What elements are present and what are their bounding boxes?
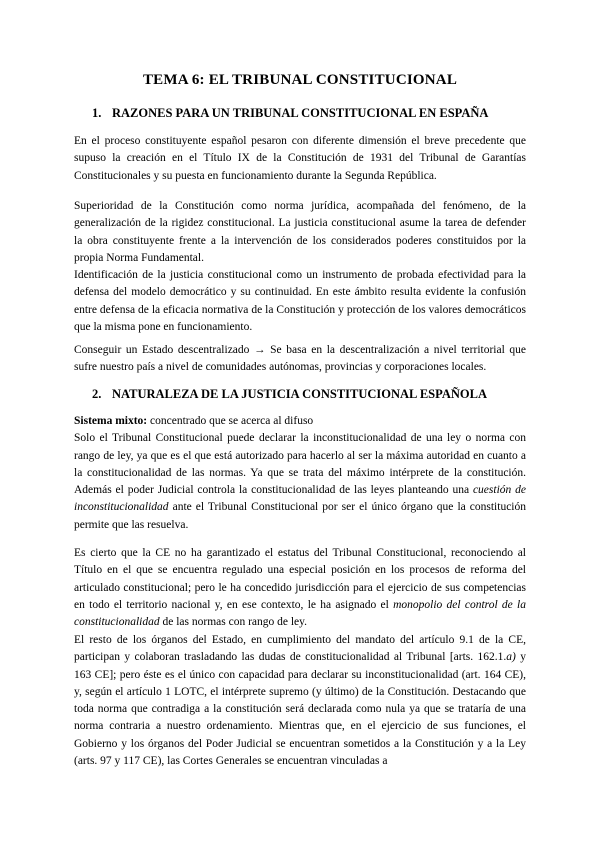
system-text: concentrado que se acerca al difuso <box>147 415 314 427</box>
section-2-paragraph-3 <box>74 632 526 770</box>
p3-text-b: y 163 CE]; pero éste es el único con capacidad para declarar su inconstitucionalidad (art. 164 CE), y, según el artículo 1 LOTC, el intérprete supremo (y último) de la Constitución. Destacando que toda norma que contradiga a la constitución será declarada como nula ya que se trataría de una norma contraria a nuestro ordenamiento. Mientras que, en el ejercicio de sus funciones, el Gobierno y los órganos del Poder Judicial se encuentran sometidos a la Constitución y a la Ley (arts. 97 y 117 CE), las Cortes Generales se encuentran vinculadas a <box>74 651 526 768</box>
page-title: TEMA 6: EL TRIBUNAL CONSTITUCIONAL <box>142 72 458 88</box>
p3-text-a: El resto de los órganos del Estado, en cumplimiento del mandato del artículo 9.1 de la CE, participan y colaboran trasladando las dudas de constitucionalidad al Tribunal [arts. 162.1. <box>74 634 526 664</box>
p1-text-a: Solo el Tribunal Constitucional puede declarar la inconstitucionalidad de una ley o norma con rango de ley, ya que es el que está autorizado para hacerlo al ser la máxima autoridad en cuanto a la constitucionalidad de las normas. Ya que se trata del máximo intérprete de la constitución. Además el poder Judicial controla la constitucionalidad de las leyes planteando una <box>74 432 526 497</box>
section-1-title: RAZONES PARA UN TRIBUNAL CONSTITUCIONAL EN ESPAÑA <box>112 106 489 120</box>
system-label: Sistema mixto: <box>74 415 148 427</box>
section-2-number: 2. <box>92 387 102 401</box>
p1-emphasis: cuestión de inconstitucionalidad <box>74 484 526 514</box>
section-1-paragraph-4: Conseguir un Estado descentralizado → Se basa en la descentralización a nivel territorial que sufre nuestro país a nivel de comunidades autónomas, provincias y corporaciones locales. <box>74 344 526 374</box>
section-1-paragraph-3: Identificación de la justicia constitucional como un instrumento de probada efectividad para la defensa del modelo democrático y su continuidad. En este ámbito resulta evidente la confusión entre defensa de la eficacia normativa de la Constitución y protección de los valores democráticos que la misma pone en funcionamiento. <box>74 269 526 333</box>
section-2-heading <box>92 386 487 403</box>
p2-text-b: de las normas con rango de ley. <box>159 616 308 629</box>
section-1-paragraph-2: Superioridad de la Constitución como norma jurídica, acompañada del fenómeno, de la generalización de la rigidez constitucional. La justicia constitucional asume la tarea de defender la obra constituyente frente a la intervención de los considerados poderes constituidos por la propia Norma Fundamental. <box>74 200 526 264</box>
section-1-paragraph-1: En el proceso constituyente español pesaron con diferente dimensión el breve precedente que supuso la creación en el Título IX de la Constitución de 1931 del Tribunal de Garantías Constitucionales y su puesta en funcionamiento durante la Segunda República. <box>74 135 526 182</box>
section-1-number: 1. <box>92 106 102 120</box>
p2-emphasis: monopolio del control de la constitucionalidad <box>74 598 526 629</box>
p3-emphasis: a) <box>506 651 516 664</box>
section-2-paragraph-2 <box>74 545 526 631</box>
p1-text-b: ante el Tribunal Constitucional por ser el único órgano que la constitución permite que las resuelva. <box>74 501 526 531</box>
section-2-title: NATURALEZA DE LA JUSTICIA CONSTITUCIONAL ESPAÑOLA <box>112 387 487 401</box>
section-2-paragraph-1 <box>74 413 526 534</box>
section-1-heading <box>92 105 488 122</box>
p2-text-a: Es cierto que la CE no ha garantizado el estatus del Tribunal Constitucional, reconociendo al Título en el que se encuentra regulado una especial posición en los procesos de reforma del articulado constitucional; pero le ha concedido jurisdicción para el ejercicio de sus competencias en todo el territorio nacional y, en ese contexto, le ha asignado el <box>74 547 526 611</box>
